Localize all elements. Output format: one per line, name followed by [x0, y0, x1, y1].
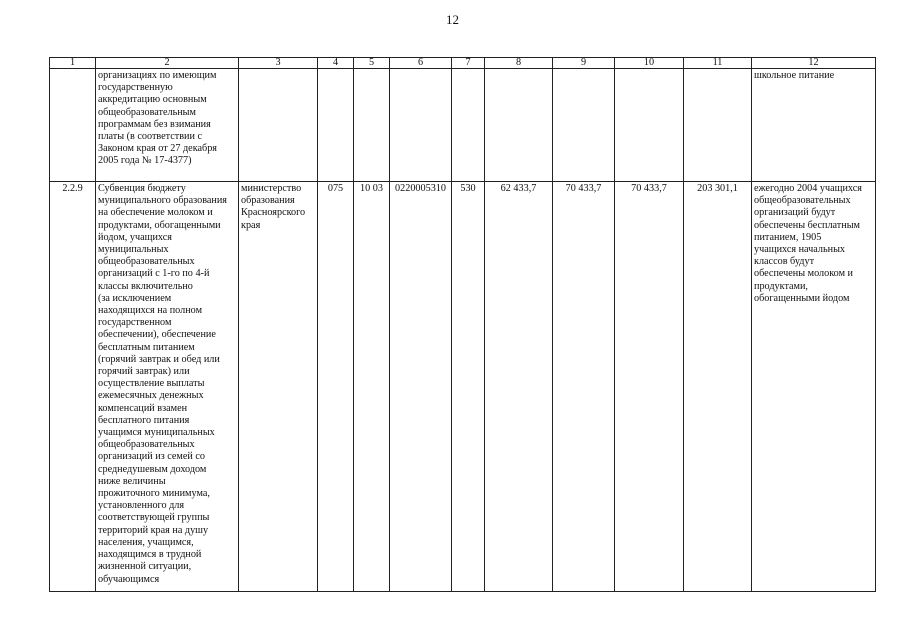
table-cell	[452, 69, 485, 182]
agency: министерство образования Красноярского края	[239, 182, 318, 592]
table-row	[50, 69, 876, 182]
agency	[239, 69, 318, 182]
column-header: 6	[390, 58, 452, 69]
item-description: Субвенция бюджету муниципального образования на обеспечение молоком и продуктами, обогащенными йодом, учащихся муниципальных общеобразовательных организаций с 1-го по 4-й классы включительно (за исключением находящихся на полном государственном обеспечении), обеспечение бесплатным питанием (горячий завтрак и обед или горячий завтрак) или осуществление выплаты ежемесячных денежных компенсаций взамен бесплатного питания учащимся муниципальных общеобразовательных организаций из семей со среднедушевым доходом ниже величины прожиточного минимума, установленного для соответствующей группы территорий края на душу населения, учащимся, находящимся в трудной жизненной ситуации, обучающимся	[96, 182, 239, 592]
column-header: 7	[452, 58, 485, 69]
item-number	[50, 69, 96, 182]
column-header: 5	[354, 58, 390, 69]
header-row	[50, 58, 876, 69]
table-cell	[615, 69, 684, 182]
table-cell	[553, 69, 615, 182]
column-header: 3	[239, 58, 318, 69]
table-row	[50, 182, 876, 592]
item-description: организациях по имеющим государственную аккредитацию основным общеобразовательным программам без взимания платы (в соответствии с Законом края от 27 декабря 2005 года № 17-4377)	[96, 69, 239, 182]
table-cell	[390, 69, 452, 182]
table-cell	[354, 69, 390, 182]
expected-result: ежегодно 2004 учащихся общеобразовательных организаций будут обеспечены бесплатным питанием, 1905 учащихся начальных классов будут обеспечены молоком и продуктами, обогащенными йодом	[752, 182, 876, 592]
table-cell: 203 301,1	[684, 182, 752, 592]
column-header: 12	[752, 58, 876, 69]
column-header: 2	[96, 58, 239, 69]
table-cell	[485, 69, 553, 182]
table-cell: 10 03	[354, 182, 390, 592]
table-cell: 530	[452, 182, 485, 592]
table-cell: 70 433,7	[553, 182, 615, 592]
table-cell: 70 433,7	[615, 182, 684, 592]
column-header: 10	[615, 58, 684, 69]
expected-result: школьное питание	[752, 69, 876, 182]
column-header: 8	[485, 58, 553, 69]
page-number: 12	[446, 12, 459, 27]
table-cell: 0220005310	[390, 182, 452, 592]
table-cell	[318, 69, 354, 182]
table-cell: 62 433,7	[485, 182, 553, 592]
item-number: 2.2.9	[50, 182, 96, 592]
column-header: 11	[684, 58, 752, 69]
budget-table	[49, 57, 876, 592]
column-header: 4	[318, 58, 354, 69]
column-header: 9	[553, 58, 615, 69]
column-header: 1	[50, 58, 96, 69]
table-cell	[684, 69, 752, 182]
table-cell: 075	[318, 182, 354, 592]
